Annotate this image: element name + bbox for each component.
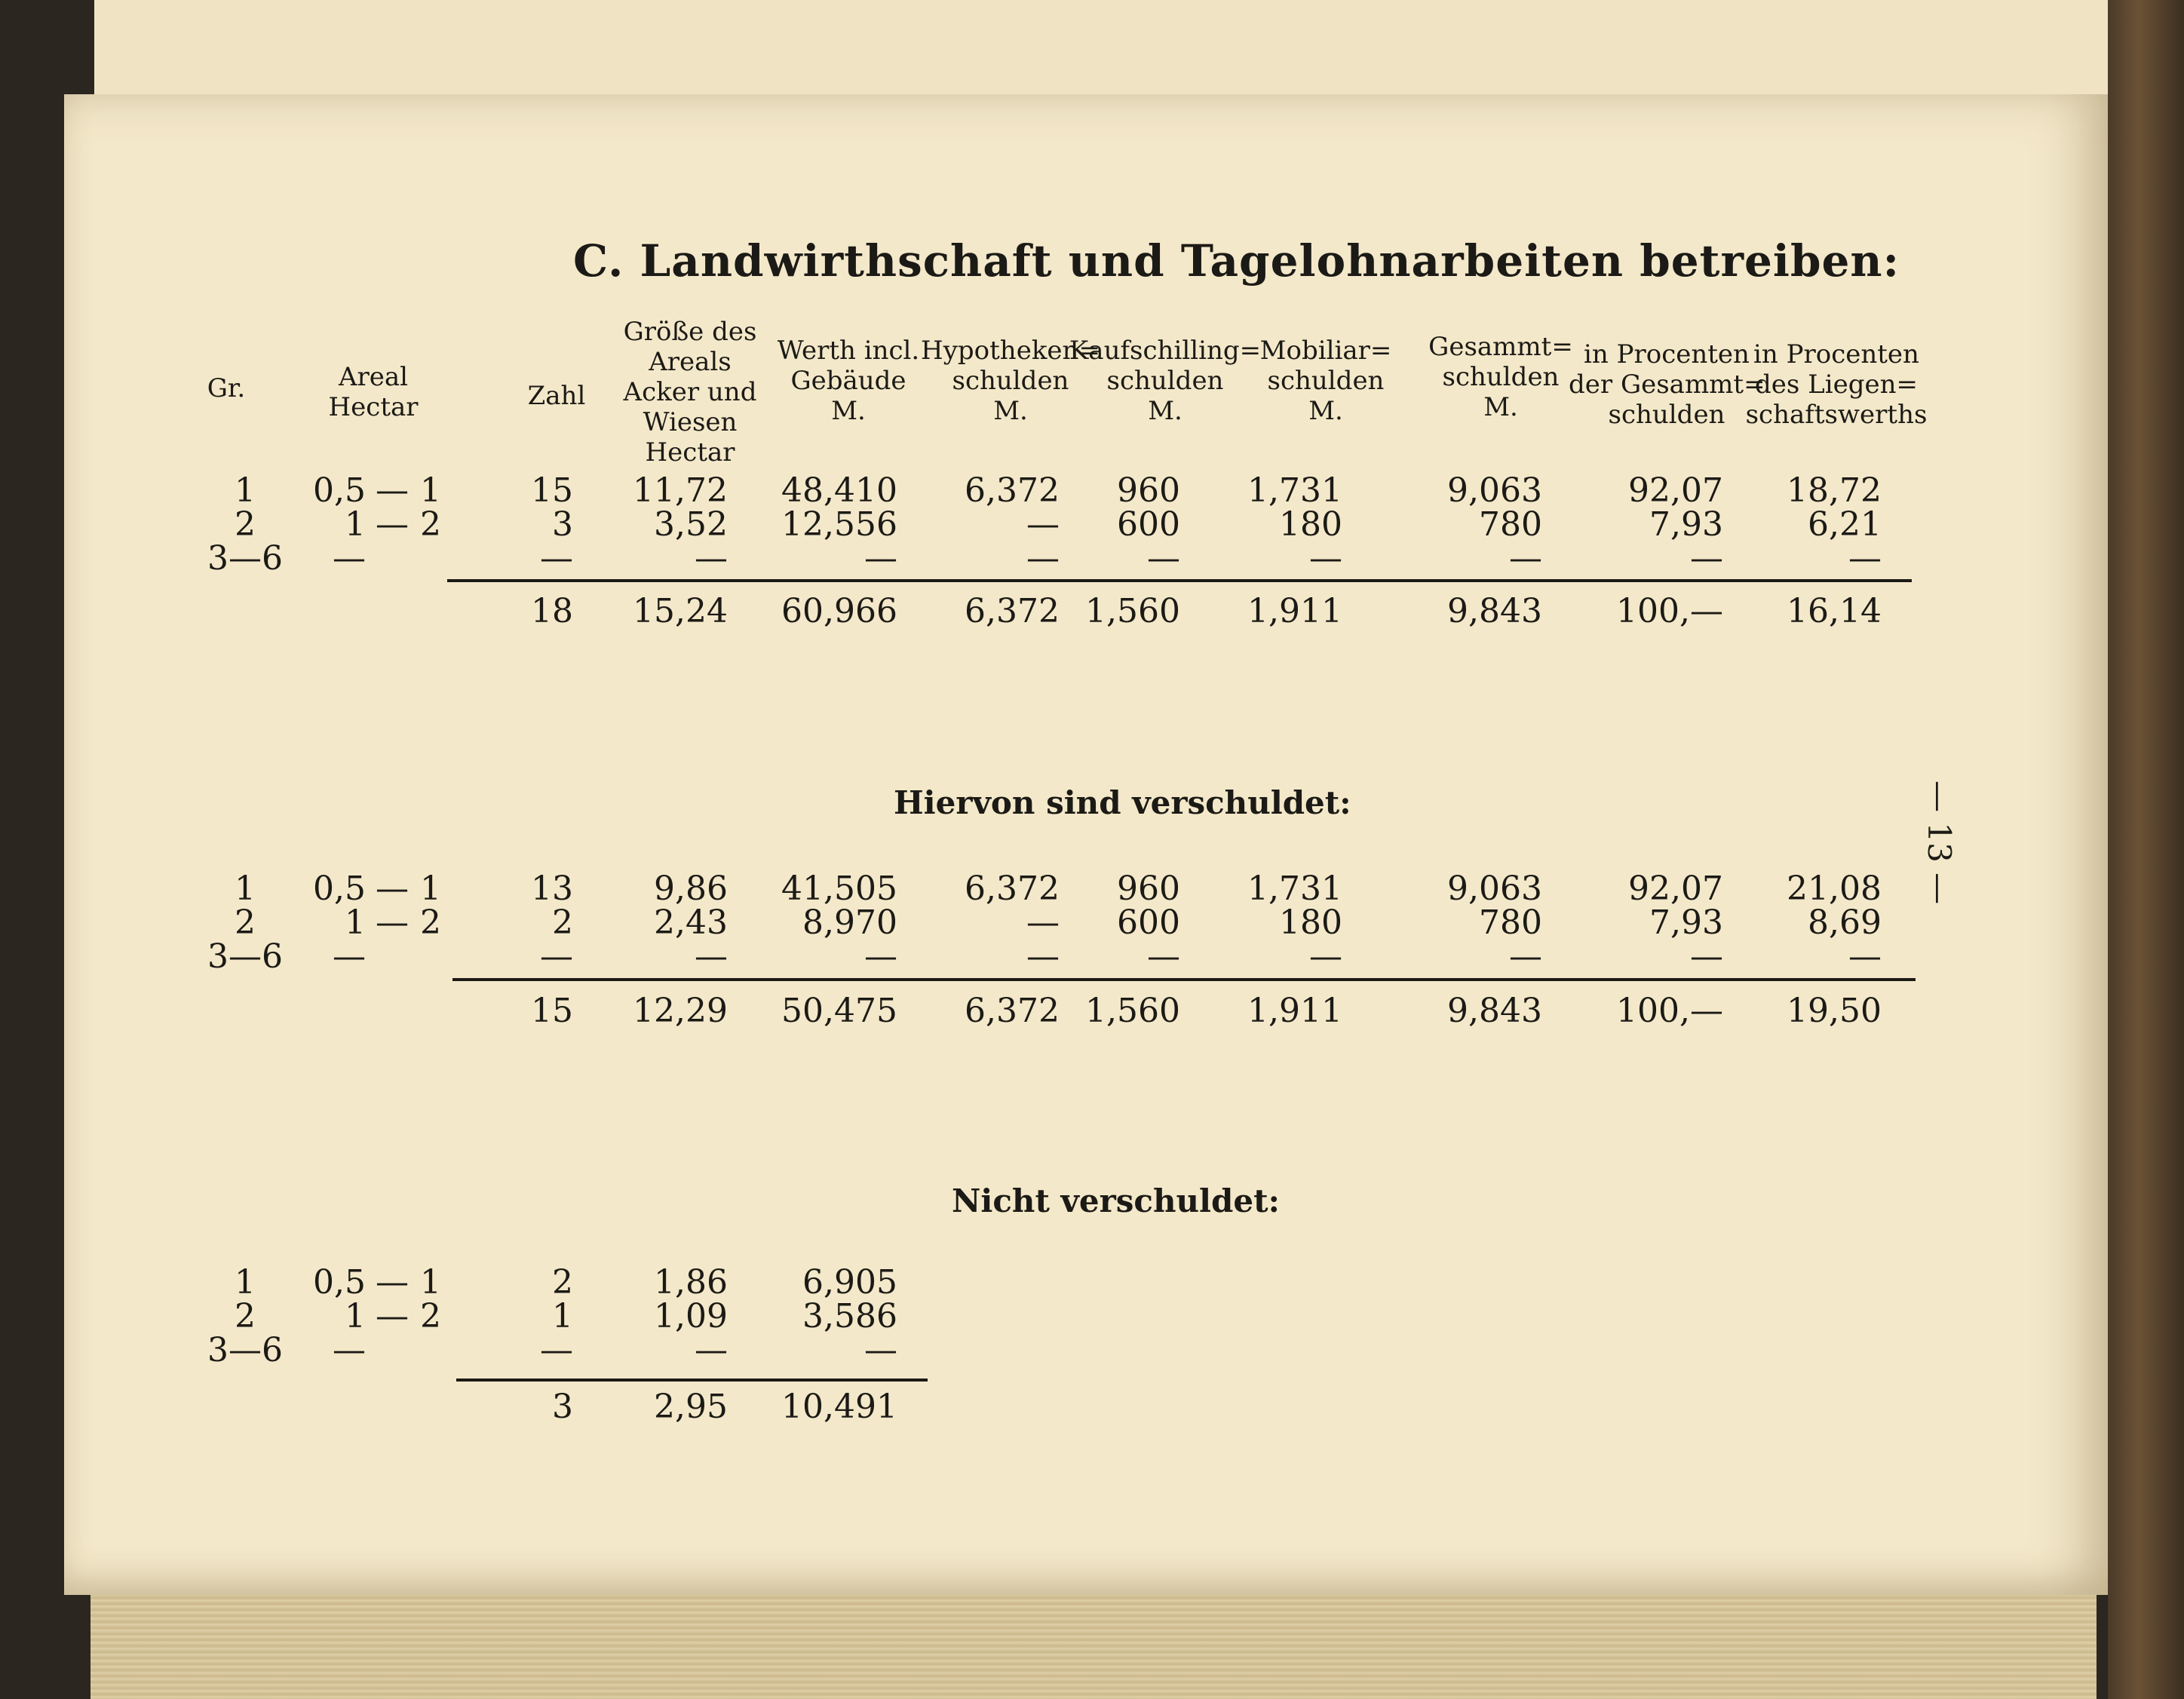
header-kaufschilling: Kaufschilling= schulden M. xyxy=(1069,336,1262,426)
cell-pl: — xyxy=(1848,539,1882,578)
areal-from-cell: — xyxy=(333,1331,366,1369)
header-werth: Werth incl. Gebäude M. xyxy=(777,336,920,426)
cell-mob: 180 xyxy=(1279,903,1342,942)
cell-hyp: — xyxy=(1026,937,1060,976)
header-hypotheken: Hypotheken= schulden M. xyxy=(921,336,1100,426)
header-gr: Gr. xyxy=(207,373,246,403)
cell-pl: 18,72 xyxy=(1787,471,1882,510)
cell-pl: 6,21 xyxy=(1808,505,1882,544)
header-proc_liegen: in Procenten des Liegen= schaftswerths xyxy=(1745,339,1928,430)
areal-dash: — xyxy=(376,869,409,908)
cell-kauf: — xyxy=(1147,937,1180,976)
cell-pg: 7,93 xyxy=(1649,505,1723,544)
cell-pg: 7,93 xyxy=(1649,903,1723,942)
cell-mob: 1,731 xyxy=(1247,869,1342,908)
header-areal: Areal Hectar xyxy=(328,362,419,422)
areal-from-cell: 0,5 xyxy=(313,1263,366,1302)
gr-cell: 3—6 xyxy=(207,937,283,976)
cell-ges: 9,063 xyxy=(1447,471,1542,510)
areal-dash: — xyxy=(376,1263,409,1302)
total-kauf: 1,560 xyxy=(1085,992,1180,1030)
total-mob: 1,911 xyxy=(1247,592,1342,630)
total-zahl: 3 xyxy=(552,1388,573,1426)
cell-pg: — xyxy=(1690,539,1723,578)
book-spine xyxy=(2108,0,2184,1699)
cell-ges: — xyxy=(1509,539,1542,578)
total-zahl: 18 xyxy=(531,592,573,630)
header-mobiliar: Mobiliar= schulden M. xyxy=(1259,336,1392,426)
cell-kauf: 600 xyxy=(1117,505,1180,544)
cell-werth: — xyxy=(864,539,897,578)
total-rule xyxy=(456,1379,928,1382)
cell-zahl: 15 xyxy=(531,471,573,510)
areal-from-cell: 1 xyxy=(345,1297,366,1336)
total-hyp: 6,372 xyxy=(965,992,1060,1030)
cell-groesse: — xyxy=(695,937,728,976)
gr-cell: 2 xyxy=(235,903,256,942)
total-zahl: 15 xyxy=(531,992,573,1030)
cell-ges: — xyxy=(1509,937,1542,976)
gr-cell: 2 xyxy=(235,1297,256,1336)
cell-pg: 92,07 xyxy=(1628,471,1723,510)
book-page xyxy=(64,94,2108,1595)
cell-hyp: — xyxy=(1026,903,1060,942)
cell-werth: 12,556 xyxy=(781,505,897,544)
cell-groesse: 1,86 xyxy=(654,1263,728,1302)
total-kauf: 1,560 xyxy=(1085,592,1180,630)
total-pg: 100,— xyxy=(1616,592,1723,630)
total-werth: 50,475 xyxy=(781,992,897,1030)
cell-ges: 9,063 xyxy=(1447,869,1542,908)
cell-pl: — xyxy=(1848,937,1882,976)
gr-cell: 1 xyxy=(235,471,256,510)
cell-mob: 1,731 xyxy=(1247,471,1342,510)
cell-zahl: — xyxy=(540,1331,573,1369)
cell-zahl: — xyxy=(540,937,573,976)
cell-zahl: — xyxy=(540,539,573,578)
section-heading-nicht-verschuldet: Nicht verschuldet: xyxy=(952,1182,1280,1219)
cell-groesse: — xyxy=(695,539,728,578)
cell-zahl: 3 xyxy=(552,505,573,544)
gr-cell: 3—6 xyxy=(207,539,283,578)
areal-from-cell: 1 xyxy=(345,505,366,544)
cell-groesse: 2,43 xyxy=(654,903,728,942)
cell-mob: — xyxy=(1309,539,1342,578)
total-werth: 10,491 xyxy=(781,1388,897,1426)
cell-werth: — xyxy=(864,937,897,976)
cell-zahl: 2 xyxy=(552,903,573,942)
total-ges: 9,843 xyxy=(1447,992,1542,1030)
cell-groesse: 3,52 xyxy=(654,505,728,544)
total-ges: 9,843 xyxy=(1447,592,1542,630)
cell-kauf: — xyxy=(1147,539,1180,578)
cell-pg: — xyxy=(1690,937,1723,976)
total-groesse: 15,24 xyxy=(633,592,728,630)
areal-from-cell: — xyxy=(333,539,366,578)
total-rule xyxy=(447,579,1912,582)
header-groesse: Größe des Areals Acker und Wiesen Hectar xyxy=(623,317,757,468)
cell-pg: 92,07 xyxy=(1628,869,1723,908)
total-groesse: 2,95 xyxy=(654,1388,728,1426)
cell-hyp: — xyxy=(1026,539,1060,578)
header-zahl: Zahl xyxy=(527,381,586,411)
cell-werth: — xyxy=(864,1331,897,1369)
areal-to-cell: 1 xyxy=(420,471,441,510)
cell-zahl: 13 xyxy=(531,869,573,908)
areal-to-cell: 2 xyxy=(420,505,441,544)
total-pl: 19,50 xyxy=(1787,992,1882,1030)
cell-groesse: — xyxy=(695,1331,728,1369)
cell-groesse: 11,72 xyxy=(633,471,728,510)
areal-from-cell: 1 xyxy=(345,903,366,942)
total-mob: 1,911 xyxy=(1247,992,1342,1030)
section-heading-verschuldet: Hiervon sind verschuldet: xyxy=(894,784,1351,821)
total-pl: 16,14 xyxy=(1787,592,1882,630)
cell-zahl: 2 xyxy=(552,1263,573,1302)
cell-mob: — xyxy=(1309,937,1342,976)
cell-zahl: 1 xyxy=(552,1297,573,1336)
gr-cell: 1 xyxy=(235,869,256,908)
areal-to-cell: 2 xyxy=(420,903,441,942)
gr-cell: 3—6 xyxy=(207,1331,283,1369)
cell-kauf: 960 xyxy=(1117,869,1180,908)
cell-kauf: 960 xyxy=(1117,471,1180,510)
areal-to-cell: 1 xyxy=(420,869,441,908)
total-groesse: 12,29 xyxy=(633,992,728,1030)
header-gesammt: Gesammt= schulden M. xyxy=(1428,332,1573,422)
areal-dash: — xyxy=(376,1297,409,1336)
cell-pl: 8,69 xyxy=(1808,903,1882,942)
header-proc_gesammt: in Procenten der Gesammt= schulden xyxy=(1569,339,1765,430)
cell-ges: 780 xyxy=(1479,903,1542,942)
areal-from-cell: 0,5 xyxy=(313,471,366,510)
cell-werth: 41,505 xyxy=(781,869,897,908)
page-number: — 13 — xyxy=(1921,780,1958,905)
cell-groesse: 1,09 xyxy=(654,1297,728,1336)
cell-werth: 3,586 xyxy=(802,1297,897,1336)
areal-to-cell: 1 xyxy=(420,1263,441,1302)
cell-mob: 180 xyxy=(1279,505,1342,544)
gr-cell: 1 xyxy=(235,1263,256,1302)
previous-page-edge xyxy=(94,0,2108,97)
cell-kauf: 600 xyxy=(1117,903,1180,942)
page-title: C. Landwirthschaft und Tagelohnarbeiten betreiben: xyxy=(573,235,1900,287)
cell-ges: 780 xyxy=(1479,505,1542,544)
cell-werth: 8,970 xyxy=(802,903,897,942)
cell-hyp: 6,372 xyxy=(965,869,1060,908)
total-rule xyxy=(452,978,1916,981)
total-pg: 100,— xyxy=(1616,992,1723,1030)
total-hyp: 6,372 xyxy=(965,592,1060,630)
areal-dash: — xyxy=(376,505,409,544)
cell-hyp: — xyxy=(1026,505,1060,544)
gr-cell: 2 xyxy=(235,505,256,544)
page-edges xyxy=(90,1595,2097,1699)
cell-pl: 21,08 xyxy=(1787,869,1882,908)
cell-hyp: 6,372 xyxy=(965,471,1060,510)
cell-werth: 48,410 xyxy=(781,471,897,510)
areal-from-cell: 0,5 xyxy=(313,869,366,908)
areal-dash: — xyxy=(376,903,409,942)
areal-to-cell: 2 xyxy=(420,1297,441,1336)
total-werth: 60,966 xyxy=(781,592,897,630)
areal-dash: — xyxy=(376,471,409,510)
cell-groesse: 9,86 xyxy=(654,869,728,908)
cell-werth: 6,905 xyxy=(802,1263,897,1302)
areal-from-cell: — xyxy=(333,937,366,976)
